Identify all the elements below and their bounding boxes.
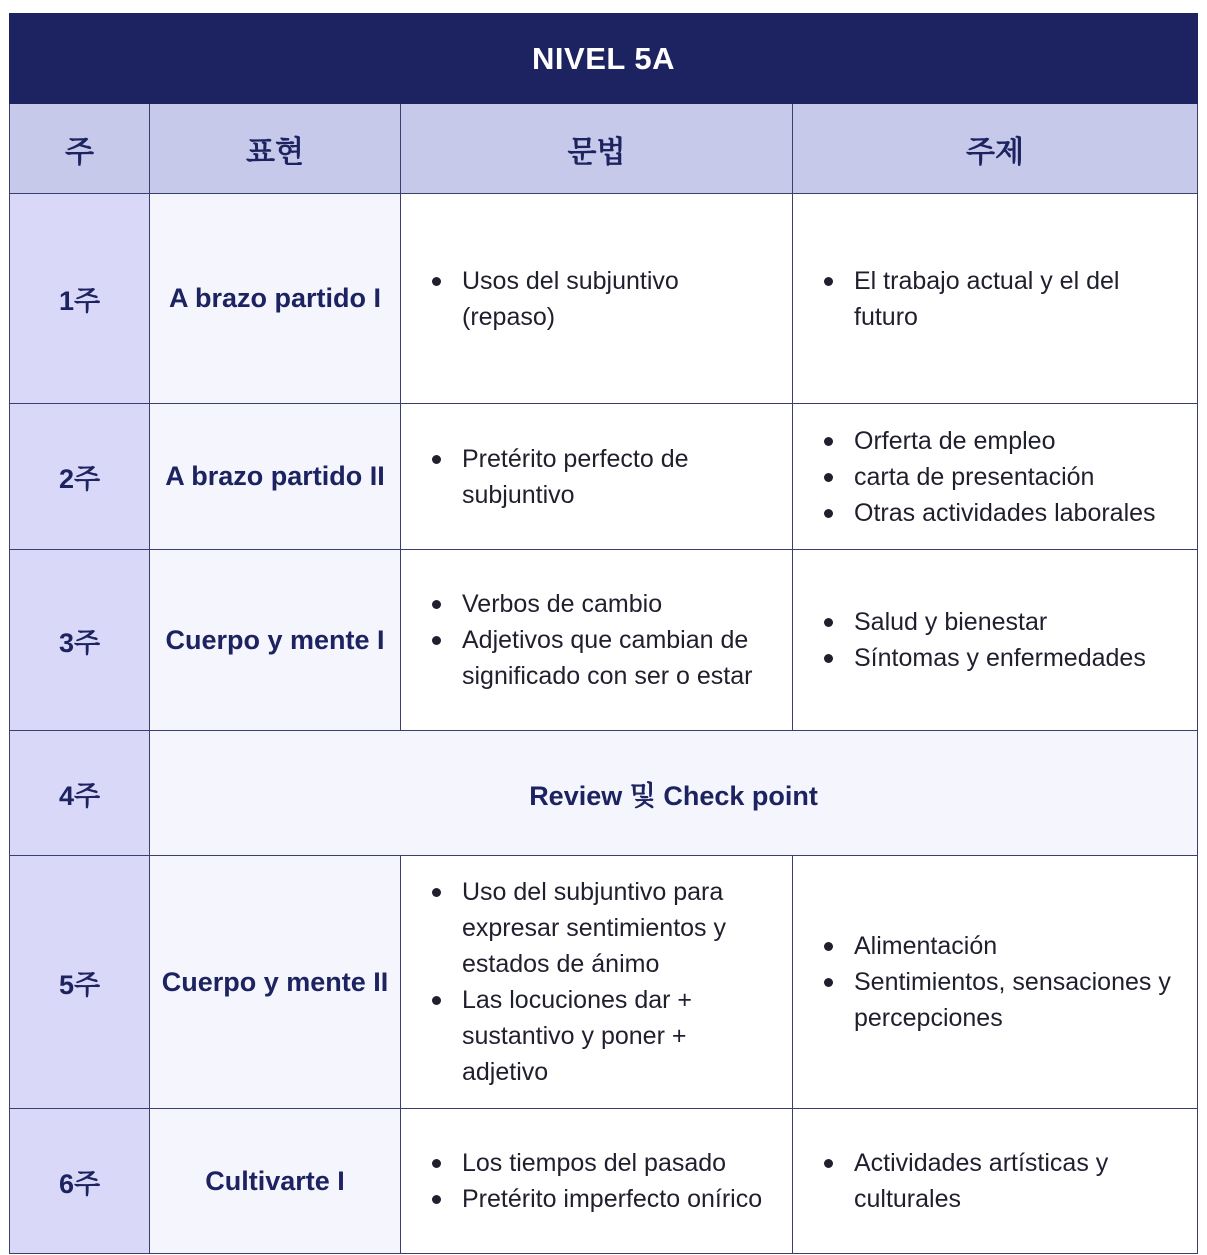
list-item: Pretérito perfecto de subjuntivo [462, 441, 778, 513]
grammar-list [415, 441, 778, 513]
grammar-cell [401, 1109, 793, 1254]
list-item: Uso del subjuntivo para expresar sentimientos y estados de ánimo [462, 874, 778, 982]
list-item: Las locuciones dar + sustantivo y poner + adjetivo [462, 982, 778, 1090]
grammar-list [415, 874, 778, 1090]
list-item: El trabajo actual y el del futuro [854, 263, 1183, 335]
grammar-list [415, 263, 778, 335]
header-row [10, 104, 1198, 194]
header-topic: 주제 [793, 104, 1198, 194]
week-cell: 1주 [10, 194, 150, 404]
review-cell: Review 및 Check point [150, 731, 1198, 856]
list-item: Verbos de cambio [462, 586, 778, 622]
expression-cell: A brazo partido I [150, 194, 401, 404]
grammar-cell [401, 194, 793, 404]
title-row [10, 14, 1198, 104]
list-item: Alimentación [854, 928, 1183, 964]
topic-list [807, 1145, 1183, 1217]
list-item: Salud y bienestar [854, 604, 1183, 640]
list-item: Usos del subjuntivo (repaso) [462, 263, 778, 335]
table-row [10, 194, 1198, 404]
week-cell: 6주 [10, 1109, 150, 1254]
table-title: NIVEL 5A [10, 14, 1198, 104]
week-cell: 2주 [10, 404, 150, 550]
list-item: Orferta de empleo [854, 423, 1183, 459]
header-grammar: 문법 [401, 104, 793, 194]
topic-list [807, 928, 1183, 1036]
list-item: Otras actividades laborales [854, 495, 1183, 531]
grammar-cell [401, 856, 793, 1109]
grammar-cell [401, 404, 793, 550]
table-row [10, 550, 1198, 731]
topic-cell [793, 404, 1198, 550]
list-item: Pretérito imperfecto onírico [462, 1181, 778, 1217]
topic-list [807, 423, 1183, 531]
topic-list [807, 604, 1183, 676]
header-expression: 표현 [150, 104, 401, 194]
curriculum-table-container [9, 13, 1197, 1254]
expression-cell: A brazo partido II [150, 404, 401, 550]
table-row [10, 731, 1198, 856]
week-cell: 4주 [10, 731, 150, 856]
expression-cell: Cultivarte I [150, 1109, 401, 1254]
grammar-cell [401, 550, 793, 731]
expression-cell: Cuerpo y mente II [150, 856, 401, 1109]
topic-cell [793, 194, 1198, 404]
week-cell: 5주 [10, 856, 150, 1109]
table-row [10, 404, 1198, 550]
list-item: Los tiempos del pasado [462, 1145, 778, 1181]
list-item: Sentimientos, sensaciones y percepciones [854, 964, 1183, 1036]
table-row [10, 856, 1198, 1109]
list-item: Actividades artísticas y culturales [854, 1145, 1183, 1217]
topic-cell [793, 550, 1198, 731]
week-cell: 3주 [10, 550, 150, 731]
curriculum-table [9, 13, 1198, 1254]
topic-cell [793, 856, 1198, 1109]
grammar-list [415, 1145, 778, 1217]
header-week: 주 [10, 104, 150, 194]
grammar-list [415, 586, 778, 694]
expression-cell: Cuerpo y mente I [150, 550, 401, 731]
list-item: carta de presentación [854, 459, 1183, 495]
topic-cell [793, 1109, 1198, 1254]
table-row [10, 1109, 1198, 1254]
list-item: Síntomas y enfermedades [854, 640, 1183, 676]
list-item: Adjetivos que cambian de significado con ser o estar [462, 622, 778, 694]
topic-list [807, 263, 1183, 335]
